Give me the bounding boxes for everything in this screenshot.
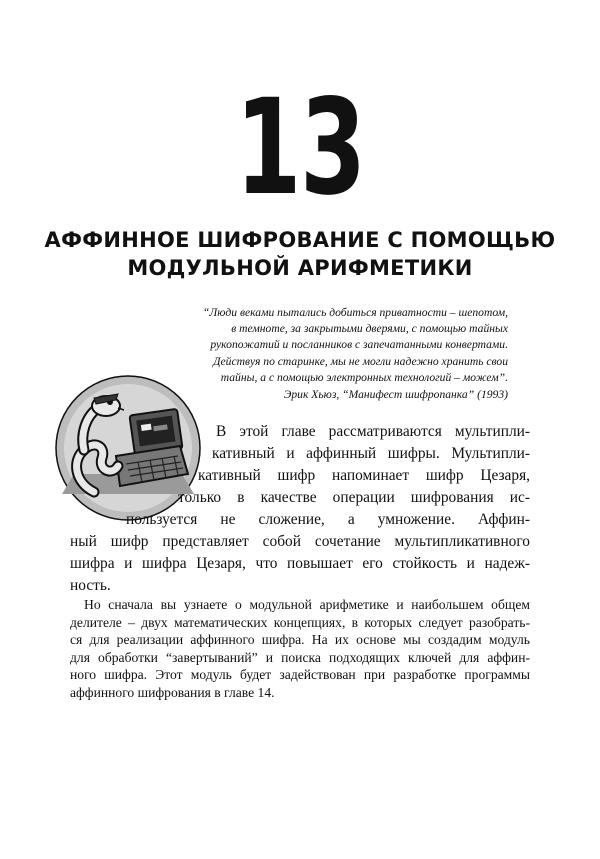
body-line: аффинного шифрования в главе 14. [70, 684, 275, 700]
chapter-title-line-1: АФФИННОЕ ШИФРОВАНИЕ С ПОМОЩЬЮ [44, 228, 556, 252]
epigraph-author: Эрик Хьюз, “Манифест шифропанка” (1993) [283, 388, 508, 402]
chapter-number: 13 [235, 71, 365, 225]
chapter-title [40, 226, 560, 282]
lead-line: В этой главе рассматриваются мультипли- [216, 423, 530, 440]
body-line: ного шифра. Этот модуль будет задействован при разработке программы [70, 667, 530, 683]
body-line: ся для реализации аффинного шифра. На их основе мы создадим модуль [70, 632, 530, 648]
epigraph-line: “Люди веками пытались добиться приватности – шепотом, [202, 306, 508, 319]
lead-line: ный шифр представляет собой сочетание мультипликативного [70, 533, 530, 550]
lead-line: шифра и шифра Цезаря, что повышает его стойкость и надеж- [70, 555, 530, 572]
lead-line: пользуется не сложение, а умножение. Аффин- [126, 511, 530, 528]
lead-line: кативный и аффинный шифры. Мультипли- [212, 445, 530, 462]
lead-line: ность. [70, 577, 111, 594]
body-line: Но сначала вы узнаете о модульной арифметике и наибольшем общем [84, 597, 530, 612]
body-paragraph [70, 596, 530, 702]
lead-paragraph [70, 421, 530, 597]
epigraph-line: в темноте, за закрытыми дверями, с помощью тайных [231, 322, 508, 336]
epigraph-line: тайны, а с помощью электронных технологий – можем”. [220, 370, 508, 384]
body-line: делителе – двух математических концепциях, в которых следует разобрать- [70, 614, 530, 630]
epigraph-line: рукопожатий и посланников с запечатанными конвертами. [210, 338, 508, 352]
chapter-title-line-2: МОДУЛЬНОЙ АРИФМЕТИКИ [127, 256, 473, 280]
lead-line: только в качестве операции шифрования ис- [178, 489, 530, 506]
epigraph-line: Действуя по старинке, мы не могли надежно хранить свои [213, 354, 508, 368]
epigraph [148, 305, 508, 403]
body-line: для обработки “завертываний” и поиска подходящих ключей для аффин- [70, 649, 530, 665]
lead-line: кативный шифр напоминает шифр Цезаря, [198, 467, 530, 484]
